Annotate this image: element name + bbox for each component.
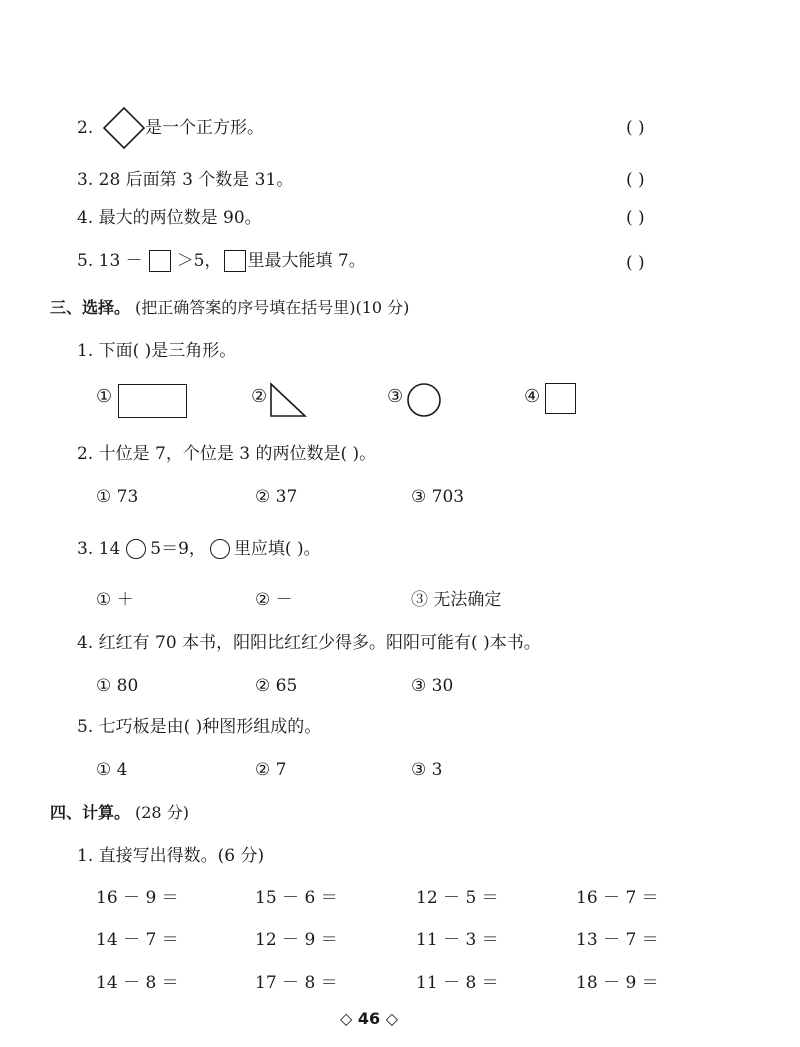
- calc-item: 11 － 3 ＝: [416, 930, 499, 950]
- calc-item: 11 － 8 ＝: [416, 973, 499, 993]
- calc-item: 17 － 8 ＝: [255, 973, 338, 993]
- calc-item: 16 － 9 ＝: [96, 888, 179, 908]
- calc-item: 15 － 6 ＝: [255, 888, 338, 908]
- s3-q2-text: 2. 十位是 7，个位是 3 的两位数是( )。: [77, 444, 377, 464]
- blank-circle-icon: [210, 539, 230, 559]
- judge-q4-answer-paren[interactable]: ( ): [626, 208, 645, 228]
- s3-q3-option-2[interactable]: ② －: [255, 590, 293, 610]
- calc-item: 18 － 9 ＝: [576, 973, 659, 993]
- s3-q5-text: 5. 七巧板是由( )种图形组成的。: [77, 717, 322, 737]
- diamond-shape-icon: [103, 107, 145, 149]
- s4-sub1-text: 1. 直接写出得数。(6 分): [77, 846, 265, 866]
- s3-q1-text: 1. 下面( )是三角形。: [77, 341, 237, 361]
- judge-q3-answer-paren[interactable]: ( ): [626, 170, 645, 190]
- s3-q1-option-label-3: ③: [387, 386, 404, 407]
- page-number: ◇ 46 ◇: [340, 1009, 399, 1028]
- blank-square-icon[interactable]: [149, 250, 171, 272]
- s3-q2-option-3[interactable]: ③ 703: [411, 487, 465, 507]
- judge-q2-text: 是一个正方形。: [145, 118, 264, 138]
- s3-q4-option-2[interactable]: ② 65: [255, 676, 298, 696]
- s3-q4-text: 4. 红红有 70 本书，阳阳比红红少得多。阳阳可能有( )本书。: [77, 633, 541, 653]
- section4-note: (28 分): [135, 803, 189, 822]
- section3-heading: 三、选择。: [50, 298, 131, 317]
- judge-q3-text: 3. 28 后面第 3 个数是 31。: [77, 170, 294, 190]
- s3-q1-option-label-1: ①: [96, 386, 113, 407]
- s3-q2-option-2[interactable]: ② 37: [255, 487, 298, 507]
- blank-square-icon: [224, 250, 246, 272]
- right-triangle-shape-icon: [270, 383, 306, 417]
- s3-q5-option-3[interactable]: ③ 3: [411, 760, 443, 780]
- judge-q5-post: 里最大能填 7。: [247, 251, 366, 271]
- section4-heading: 四、计算。: [50, 803, 131, 822]
- s3-q1-option-label-2: ②: [251, 386, 268, 407]
- s3-q2-option-1[interactable]: ① 73: [96, 487, 139, 507]
- s3-q3-pre: 3. 14: [77, 539, 121, 559]
- judge-q5-pre: 5. 13 －: [77, 251, 143, 271]
- judge-q2-answer-paren[interactable]: ( ): [626, 118, 645, 138]
- calc-item: 13 － 7 ＝: [576, 930, 659, 950]
- s3-q5-option-2[interactable]: ② 7: [255, 760, 287, 780]
- judge-q2-number: 2.: [77, 118, 94, 138]
- calc-item: 12 － 9 ＝: [255, 930, 338, 950]
- s3-q3-mid: 5＝9，: [150, 539, 206, 559]
- circle-shape-icon: [407, 383, 441, 417]
- s3-q3-option-1[interactable]: ① ＋: [96, 590, 134, 610]
- s3-q3-post: 里应填( )。: [233, 539, 321, 559]
- blank-circle-icon[interactable]: [126, 539, 146, 559]
- calc-item: 16 － 7 ＝: [576, 888, 659, 908]
- judge-q4-text: 4. 最大的两位数是 90。: [77, 208, 262, 228]
- calc-item: 14 － 7 ＝: [96, 930, 179, 950]
- judge-q5-answer-paren[interactable]: ( ): [626, 253, 645, 273]
- s3-q4-option-3[interactable]: ③ 30: [411, 676, 454, 696]
- judge-q5-mid: ＞5，: [176, 251, 222, 271]
- judge-q5-row: [77, 250, 366, 272]
- rectangle-shape-icon: [118, 384, 187, 418]
- s3-q4-option-1[interactable]: ① 80: [96, 676, 139, 696]
- s3-q5-option-1[interactable]: ① 4: [96, 760, 128, 780]
- square-shape-icon: [545, 383, 576, 414]
- calc-item: 14 － 8 ＝: [96, 973, 179, 993]
- s3-q3-row: [77, 538, 321, 560]
- section3-note: (把正确答案的序号填在括号里)(10 分): [135, 298, 410, 317]
- calc-item: 12 － 5 ＝: [416, 888, 499, 908]
- s3-q3-option-3[interactable]: ③ 无法确定: [411, 590, 502, 610]
- s3-q1-option-label-4: ④: [524, 386, 541, 407]
